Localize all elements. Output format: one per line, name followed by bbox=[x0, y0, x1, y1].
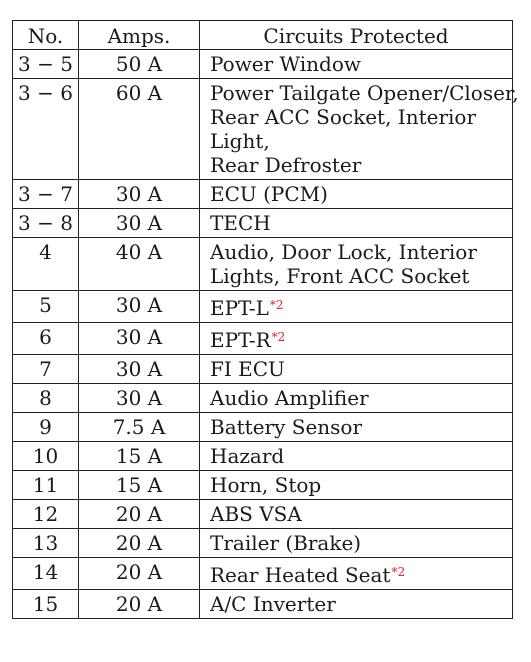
fuse-amps-cell: 15 A bbox=[79, 442, 200, 471]
fuse-number-cell: 3 − 7 bbox=[13, 180, 79, 209]
fuse-circuits-cell bbox=[200, 355, 513, 384]
table-row bbox=[13, 413, 513, 442]
fuse-number-cell: 5 bbox=[13, 291, 79, 323]
fuse-amps-cell: 60 A bbox=[79, 79, 200, 180]
circuit-text: Audio, Door Lock, Interior bbox=[210, 240, 477, 264]
circuit-text: Power Tailgate Opener/Closer, bbox=[210, 81, 519, 105]
fuse-table bbox=[12, 20, 519, 619]
fuse-amps-cell: 50 A bbox=[79, 50, 200, 79]
fuse-number-cell: 14 bbox=[13, 558, 79, 590]
fuse-number-cell: 11 bbox=[13, 471, 79, 500]
fuse-number-cell: 7 bbox=[13, 355, 79, 384]
circuit-text: ECU (PCM) bbox=[210, 182, 328, 206]
header-no: No. bbox=[13, 21, 79, 50]
circuit-text: Light, bbox=[210, 129, 270, 153]
header-amps: Amps. bbox=[79, 21, 200, 50]
table-row bbox=[13, 355, 513, 384]
fuse-number-cell: 8 bbox=[13, 384, 79, 413]
circuit-text: Rear Defroster bbox=[210, 153, 362, 177]
fuse-circuits-cell bbox=[200, 471, 513, 500]
circuit-line bbox=[210, 531, 510, 555]
fuse-number-cell: 4 bbox=[13, 238, 79, 291]
fuse-circuits-cell bbox=[200, 209, 513, 238]
fuse-amps-cell: 7.5 A bbox=[79, 413, 200, 442]
fuse-circuits-cell bbox=[200, 291, 513, 323]
circuit-line bbox=[210, 325, 510, 352]
circuit-text: Power Window bbox=[210, 52, 362, 76]
circuit-text: Trailer (Brake) bbox=[210, 531, 362, 555]
fuse-number-cell: 3 − 8 bbox=[13, 209, 79, 238]
fuse-number-cell: 9 bbox=[13, 413, 79, 442]
circuit-text: EPT-R bbox=[210, 328, 271, 352]
footnote-marker: *2 bbox=[271, 330, 286, 344]
fuse-amps-cell: 30 A bbox=[79, 323, 200, 355]
footnote-marker: *2 bbox=[269, 298, 284, 312]
fuse-amps-cell: 30 A bbox=[79, 384, 200, 413]
circuit-line bbox=[210, 592, 510, 616]
table-row bbox=[13, 209, 513, 238]
circuit-text: Lights, Front ACC Socket bbox=[210, 264, 470, 288]
table-row bbox=[13, 500, 513, 529]
circuit-line bbox=[210, 211, 510, 235]
circuit-line bbox=[210, 182, 510, 206]
table-row bbox=[13, 291, 513, 323]
circuit-text: Battery Sensor bbox=[210, 415, 363, 439]
fuse-amps-cell: 20 A bbox=[79, 500, 200, 529]
fuse-amps-cell: 20 A bbox=[79, 590, 200, 619]
table-row bbox=[13, 558, 513, 590]
fuse-circuits-cell bbox=[200, 50, 513, 79]
fuse-amps-cell: 30 A bbox=[79, 291, 200, 323]
fuse-circuits-cell bbox=[200, 558, 513, 590]
fuse-amps-cell: 15 A bbox=[79, 471, 200, 500]
circuit-line bbox=[210, 386, 510, 410]
fuse-circuits-cell bbox=[200, 529, 513, 558]
fuse-amps-cell: 20 A bbox=[79, 529, 200, 558]
fuse-circuits-cell bbox=[200, 500, 513, 529]
fuse-number-cell: 6 bbox=[13, 323, 79, 355]
fuse-amps-cell: 30 A bbox=[79, 355, 200, 384]
fuse-circuits-cell bbox=[200, 180, 513, 209]
fuse-amps-cell: 40 A bbox=[79, 238, 200, 291]
circuit-text: FI ECU bbox=[210, 357, 285, 381]
circuit-line bbox=[210, 240, 510, 264]
circuit-text: EPT-L bbox=[210, 296, 269, 320]
header-circuits: Circuits Protected bbox=[200, 21, 513, 50]
circuit-line bbox=[210, 129, 510, 153]
table-row bbox=[13, 471, 513, 500]
circuit-line bbox=[210, 52, 510, 76]
circuit-line bbox=[210, 560, 510, 587]
circuit-line bbox=[210, 357, 510, 381]
fuse-circuits-cell bbox=[200, 323, 513, 355]
table-row bbox=[13, 384, 513, 413]
footnote-marker: *2 bbox=[391, 565, 406, 579]
circuit-line bbox=[210, 264, 510, 288]
fuse-circuits-cell bbox=[200, 413, 513, 442]
fuse-circuits-cell bbox=[200, 442, 513, 471]
table-row bbox=[13, 442, 513, 471]
circuit-text: A/C Inverter bbox=[210, 592, 336, 616]
circuit-text: Hazard bbox=[210, 444, 285, 468]
fuse-circuits-cell bbox=[200, 238, 513, 291]
fuse-number-cell: 15 bbox=[13, 590, 79, 619]
fuse-amps-cell: 20 A bbox=[79, 558, 200, 590]
table-row bbox=[13, 529, 513, 558]
fuse-number-cell: 3 − 6 bbox=[13, 79, 79, 180]
fuse-circuits-cell bbox=[200, 384, 513, 413]
circuit-line bbox=[210, 105, 510, 129]
circuit-line bbox=[210, 81, 519, 105]
fuse-table-body bbox=[13, 50, 519, 619]
circuit-line bbox=[210, 153, 510, 177]
table-row bbox=[13, 50, 513, 79]
circuit-text: Rear ACC Socket, Interior bbox=[210, 105, 477, 129]
circuit-text: Audio Amplifier bbox=[210, 386, 369, 410]
fuse-amps-cell: 30 A bbox=[79, 209, 200, 238]
fuse-number-cell: 10 bbox=[13, 442, 79, 471]
circuit-line bbox=[210, 293, 510, 320]
circuit-text: Rear Heated Seat bbox=[210, 563, 391, 587]
header-row bbox=[13, 21, 513, 50]
fuse-circuits-cell bbox=[200, 590, 513, 619]
circuit-line bbox=[210, 415, 510, 439]
circuit-line bbox=[210, 502, 510, 526]
circuit-line bbox=[210, 444, 510, 468]
fuse-number-cell: 13 bbox=[13, 529, 79, 558]
table-row bbox=[13, 323, 513, 355]
fuse-number-cell: 12 bbox=[13, 500, 79, 529]
circuit-line bbox=[210, 473, 510, 497]
table-row bbox=[13, 238, 513, 291]
circuit-text: ABS VSA bbox=[210, 502, 302, 526]
circuit-text: TECH bbox=[210, 211, 271, 235]
fuse-circuits-cell bbox=[200, 79, 519, 180]
table-row bbox=[13, 79, 513, 180]
fuse-amps-cell: 30 A bbox=[79, 180, 200, 209]
fuse-number-cell: 3 − 5 bbox=[13, 50, 79, 79]
table-row bbox=[13, 180, 513, 209]
table-row bbox=[13, 590, 513, 619]
circuit-text: Horn, Stop bbox=[210, 473, 322, 497]
